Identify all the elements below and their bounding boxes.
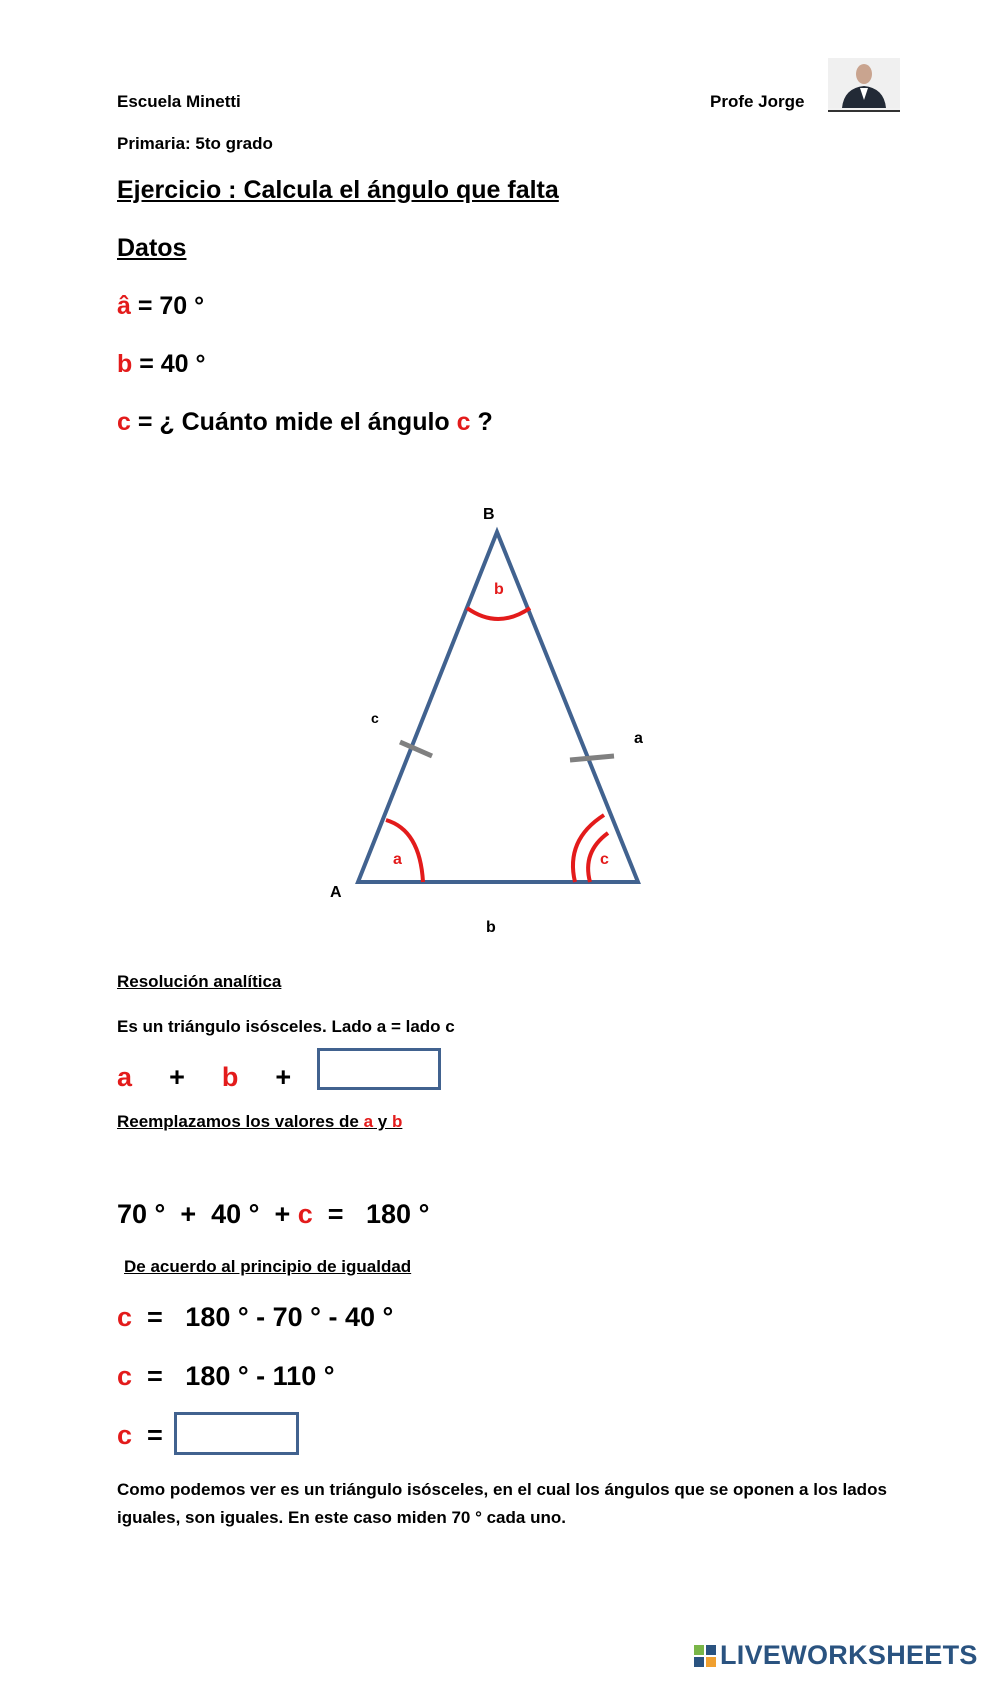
equation-left: 70 ° + 40 ° + xyxy=(117,1199,298,1229)
step-3-c: c xyxy=(117,1420,133,1450)
datum-c-question-end: ? xyxy=(470,408,493,436)
tick-side-a xyxy=(570,756,614,760)
substituted-equation xyxy=(117,1199,429,1230)
replace-b: b xyxy=(391,1112,403,1131)
data-heading: Datos xyxy=(117,234,187,262)
teacher-name: Profe Jorge xyxy=(710,92,805,111)
logo-text: LIVEWORKSHEETS xyxy=(720,1640,978,1670)
sum-a: a xyxy=(117,1062,133,1092)
datum-c-question-symbol: c xyxy=(456,408,471,436)
step-1-expression: = 180 ° - 70 ° - 40 ° xyxy=(132,1302,394,1332)
equality-principle: De acuerdo al principio de igualdad xyxy=(124,1257,412,1276)
vertex-a-label: A xyxy=(330,884,342,901)
angle-c-label: c xyxy=(600,851,609,868)
step-2-c: c xyxy=(117,1361,133,1391)
replace-y: y xyxy=(373,1112,392,1131)
liveworksheets-logo[interactable] xyxy=(694,1640,978,1671)
replace-prefix: Reemplazamos los valores de xyxy=(117,1112,364,1131)
angle-a-arc xyxy=(386,820,423,882)
datum-b-value: = 40 ° xyxy=(132,350,206,378)
datum-a-value: = 70 ° xyxy=(130,292,205,320)
school-name: Escuela Minetti xyxy=(117,92,241,111)
step-3 xyxy=(117,1420,163,1451)
step-2 xyxy=(117,1361,335,1392)
vertex-b-label: B xyxy=(483,506,495,523)
grade-label: Primaria: 5to grado xyxy=(117,134,273,153)
side-b-label: b xyxy=(486,919,496,936)
step-2-expression: = 180 ° - 110 ° xyxy=(132,1361,335,1391)
equation-right: = 180 ° xyxy=(312,1199,430,1229)
replace-a: a xyxy=(363,1112,374,1131)
conclusion-line-2: iguales, son iguales. En este caso miden 70 ° cada uno. xyxy=(117,1508,566,1527)
resolution-heading: Resolución analítica xyxy=(117,972,282,991)
final-answer-box[interactable] xyxy=(174,1412,299,1455)
side-a-label: a xyxy=(634,730,643,747)
angle-b-arc xyxy=(467,608,530,619)
isosceles-statement: Es un triángulo isósceles. Lado a = lado c xyxy=(117,1017,455,1036)
conclusion-line-1: Como podemos ver es un triángulo isósceles, en el cual los ángulos que se oponen a los lados xyxy=(117,1480,887,1499)
exercise-title: Ejercicio : Calcula el ángulo que falta xyxy=(117,176,559,204)
step-1-c: c xyxy=(117,1302,133,1332)
side-c-label: c xyxy=(371,710,379,726)
equation-c: c xyxy=(297,1199,313,1229)
sum-plus-1: + xyxy=(169,1062,185,1092)
sum-b: b xyxy=(221,1062,239,1092)
final-answer-input[interactable] xyxy=(177,1415,300,1454)
logo-mark-icon xyxy=(694,1645,716,1667)
datum-a-symbol: â xyxy=(117,292,131,320)
datum-c-question: = ¿ Cuánto mide el ángulo xyxy=(130,408,457,436)
datum-c-symbol: c xyxy=(117,408,131,436)
step-3-expression: = xyxy=(132,1420,163,1450)
angle-a-label: a xyxy=(393,851,402,868)
step-1 xyxy=(117,1302,393,1333)
tick-side-c xyxy=(400,742,432,756)
replace-values-heading xyxy=(117,1112,402,1132)
sum-answer-box[interactable] xyxy=(317,1048,441,1090)
sum-plus-2: + xyxy=(275,1062,292,1092)
datum-b-symbol: b xyxy=(117,350,133,378)
angle-b-label: b xyxy=(494,581,504,598)
sum-answer-input[interactable] xyxy=(320,1051,442,1089)
